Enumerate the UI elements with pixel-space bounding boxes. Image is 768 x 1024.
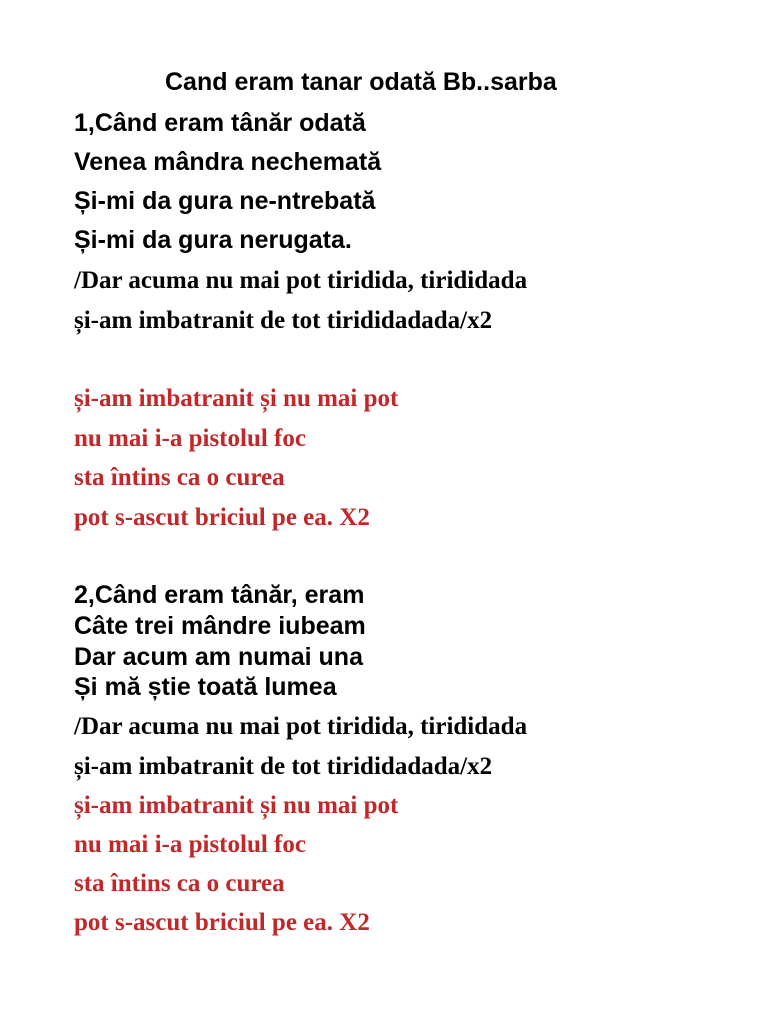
verse-1-line: 1,Când eram tânăr odată [74,109,366,137]
refrain-2-line: pot s-ascut briciul pe ea. X2 [74,909,370,936]
verse-2-line: Dar acum am numai una [74,643,363,671]
chorus-2-line: și-am imbatranit de tot tirididadada/x2 [74,753,493,780]
verse-2-line: Și mă știe toată lumea [74,673,337,701]
refrain-2-line: nu mai i-a pistolul foc [74,831,306,858]
refrain-1-line: sta întins ca o curea [74,464,285,491]
refrain-2-line: și-am imbatranit și nu mai pot [74,792,399,819]
chorus-2-line: /Dar acuma nu mai pot tiridida, tirididada [74,713,528,740]
verse-2-line: Câte trei mândre iubeam [74,612,366,640]
refrain-1-line: pot s-ascut briciul pe ea. X2 [74,504,370,531]
verse-1-line: Venea mândra nechemată [74,148,382,176]
song-title: Cand eram tanar odată Bb..sarba [165,68,557,96]
verse-1-line: Și-mi da gura nerugata. [74,226,352,254]
verse-2-line: 2,Când eram tânăr, eram [74,581,365,609]
chorus-1-line: și-am imbatranit de tot tirididadada/x2 [74,307,493,334]
refrain-1-line: și-am imbatranit și nu mai pot [74,385,399,412]
verse-1-line: Și-mi da gura ne-ntrebată [74,187,376,215]
refrain-1-line: nu mai i-a pistolul foc [74,425,306,452]
refrain-2-line: sta întins ca o curea [74,870,285,897]
chorus-1-line: /Dar acuma nu mai pot tiridida, tirididada [74,267,528,294]
